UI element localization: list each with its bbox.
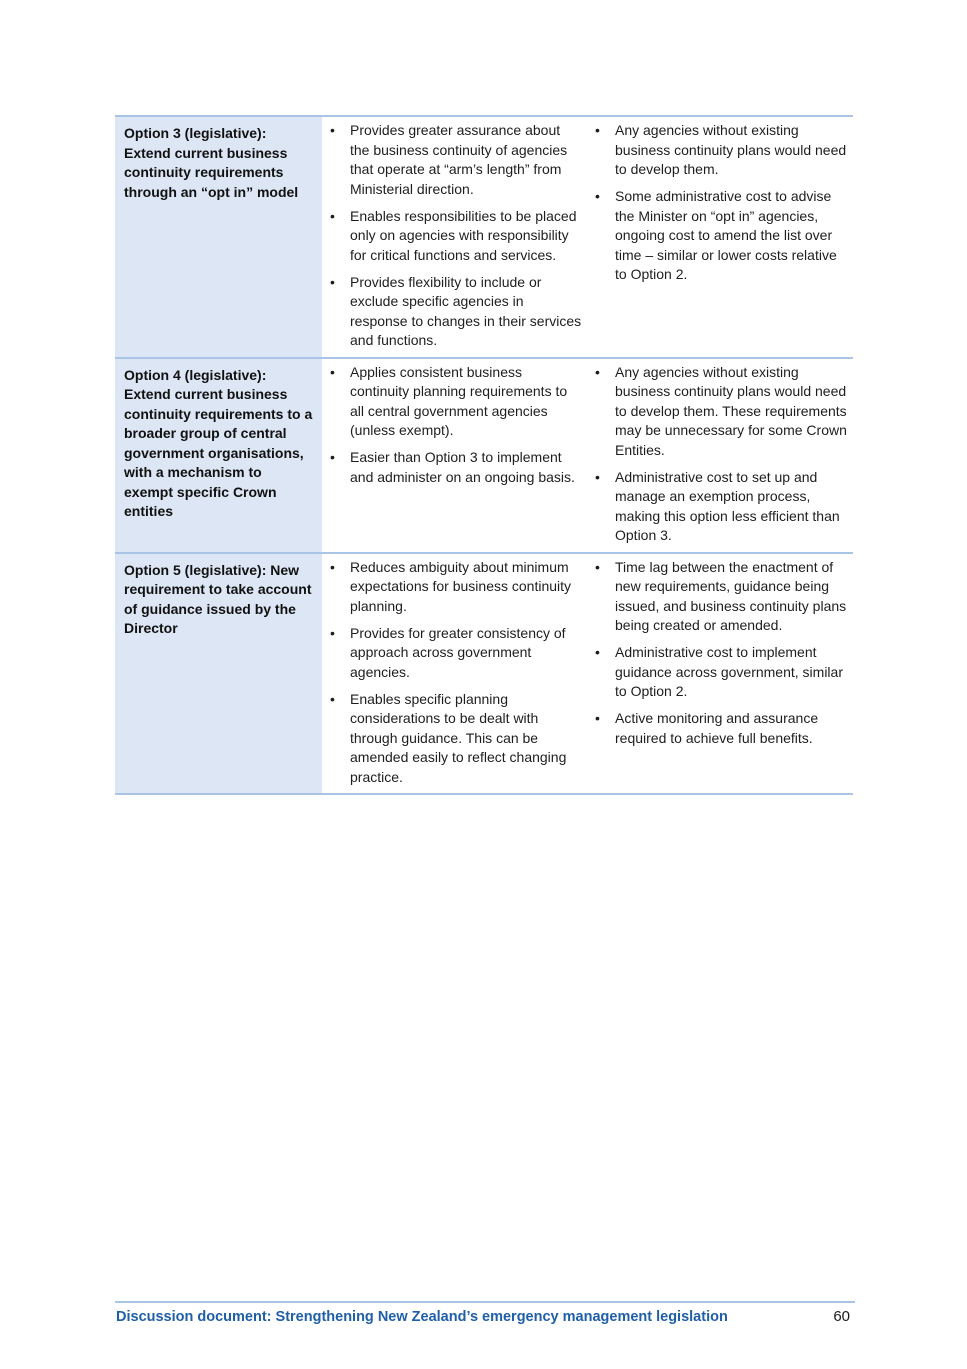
costs-list (587, 363, 848, 546)
benefits-cell (322, 554, 587, 794)
benefits-cell (322, 359, 587, 552)
option-label: Option 4 (legislative): Extend current business continuity requirements to a broader group of central government organisations, with a mechanism to exempt specific Crown entities (115, 359, 322, 552)
benefits-list (322, 121, 583, 351)
benefits-list (322, 363, 583, 488)
footer-document-title: Discussion document: Strengthening New Zealand’s emergency management legislation (116, 1309, 728, 1325)
options-table (115, 115, 853, 795)
page-footer (115, 1301, 855, 1325)
benefit-item: • Provides for greater consistency of approach across government agencies. (322, 624, 583, 683)
option-label: Option 3 (legislative): Extend current business continuity requirements through an “opt in” model (115, 117, 322, 357)
cost-item: • Administrative cost to implement guidance across government, similar to Option 2. (587, 643, 848, 702)
costs-list (587, 558, 848, 749)
benefits-list (322, 558, 583, 788)
cost-item: • Some administrative cost to advise the Minister on “opt in” agencies, ongoing cost to amend the list over time – similar or lower costs relative to Option 2. (587, 187, 848, 285)
page-number: 60 (833, 1308, 850, 1325)
cost-item: • Time lag between the enactment of new requirements, guidance being issued, and business continuity plans being created or amended. (587, 558, 848, 636)
cost-item: • Active monitoring and assurance required to achieve full benefits. (587, 709, 848, 748)
benefit-item: • Provides greater assurance about the business continuity of agencies that operate at “arm’s length” from Ministerial direction. (322, 121, 583, 199)
benefit-item: • Reduces ambiguity about minimum expectations for business continuity planning. (322, 558, 583, 617)
costs-cell (587, 359, 852, 552)
benefit-item: • Applies consistent business continuity planning requirements to all central government agencies (unless exempt). (322, 363, 583, 441)
cost-item: • Any agencies without existing business continuity plans would need to develop them. These requirements may be unnecessary for some Crown Entities. (587, 363, 848, 461)
benefit-item: • Provides flexibility to include or exclude specific agencies in response to changes in their services and functions. (322, 273, 583, 351)
costs-cell (587, 117, 852, 357)
benefit-item: • Enables responsibilities to be placed only on agencies with responsibility for critical functions and services. (322, 207, 583, 266)
benefit-item: • Enables specific planning considerations to be dealt with through guidance. This can be amended easily to reflect changing practice. (322, 690, 583, 788)
option-row-3 (115, 117, 853, 359)
costs-cell (587, 554, 852, 794)
option-row-4 (115, 359, 853, 554)
cost-item: • Administrative cost to set up and manage an exemption process, making this option less efficient than Option 3. (587, 468, 848, 546)
option-label: Option 5 (legislative): New requirement to take account of guidance issued by the Director (115, 554, 322, 794)
option-row-5 (115, 554, 853, 796)
cost-item: • Any agencies without existing business continuity plans would need to develop them. (587, 121, 848, 180)
benefit-item: • Easier than Option 3 to implement and administer on an ongoing basis. (322, 448, 583, 487)
costs-list (587, 121, 848, 285)
benefits-cell (322, 117, 587, 357)
